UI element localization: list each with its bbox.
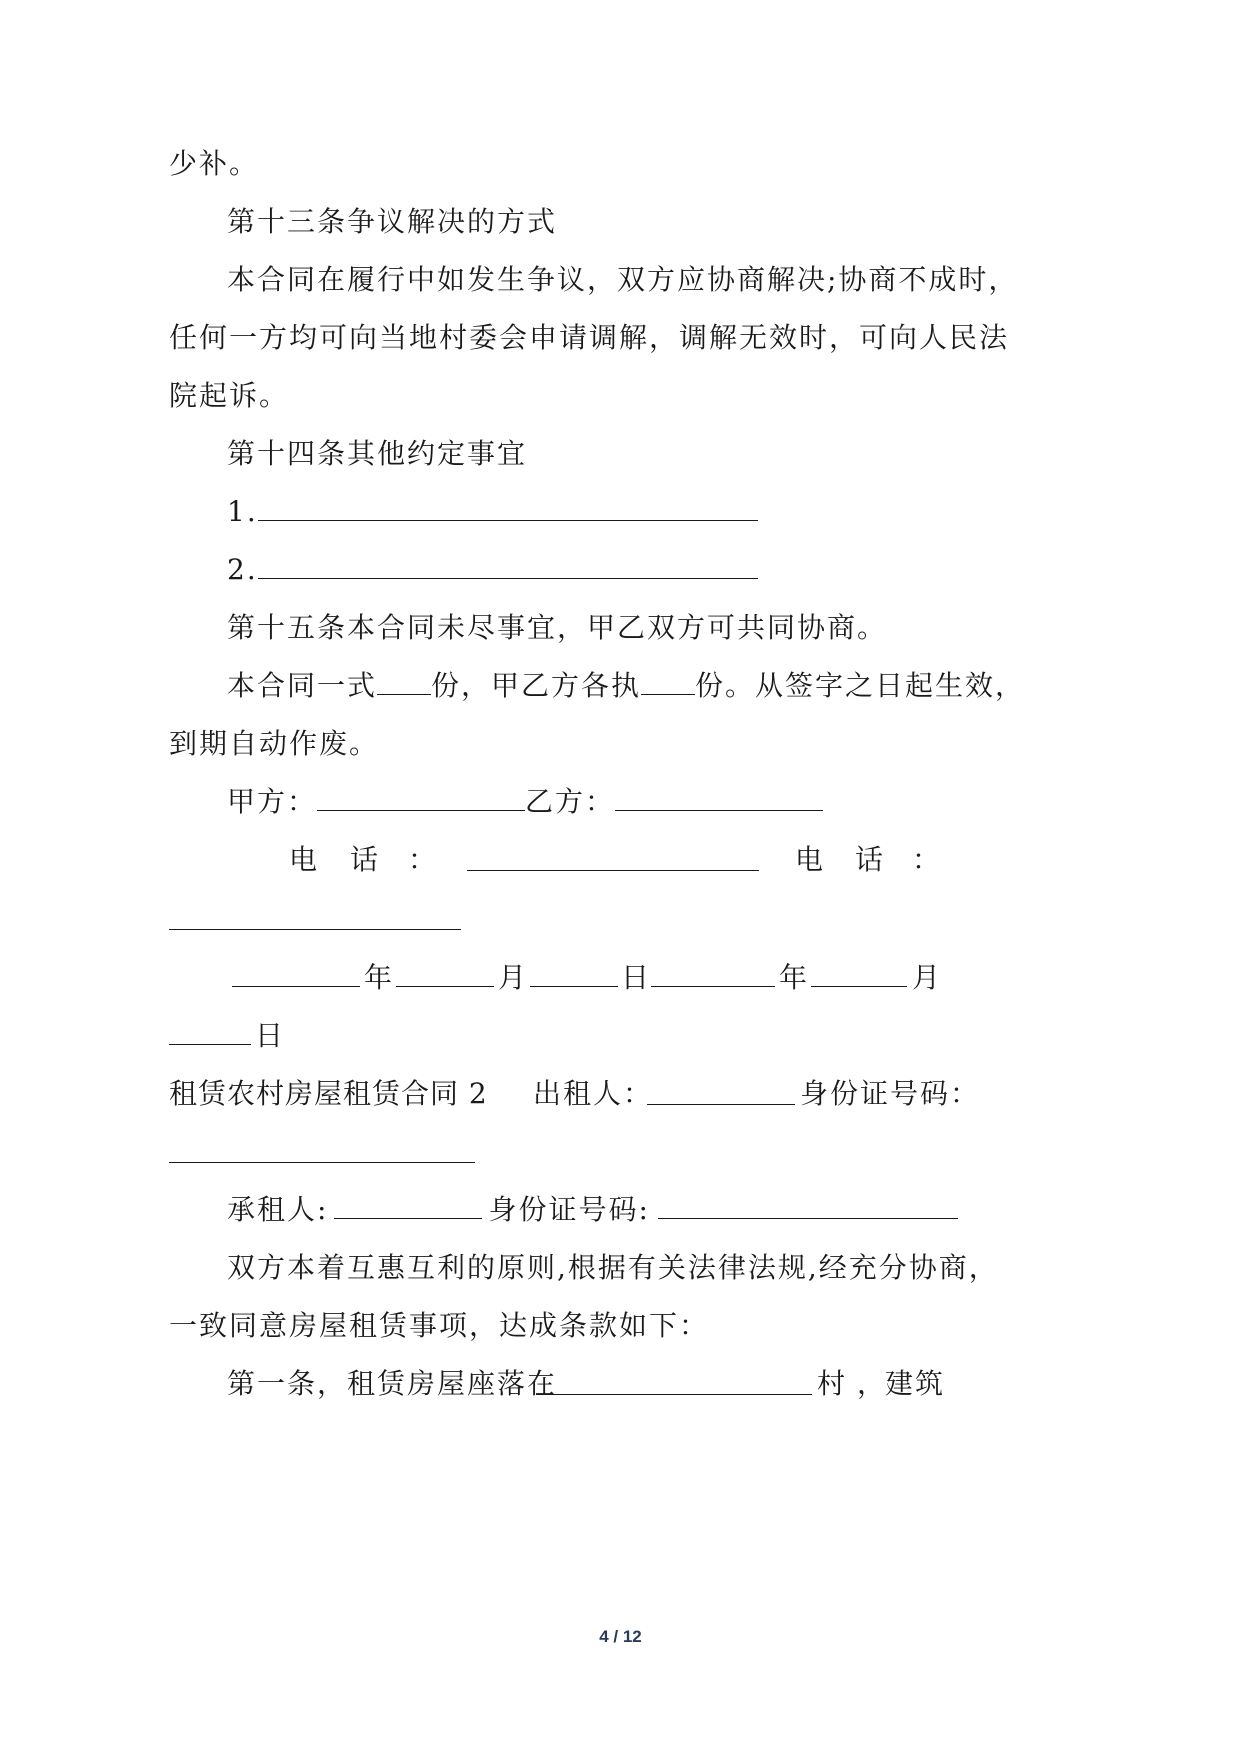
year-label: 年: [364, 961, 393, 994]
month-label: 月: [912, 961, 941, 994]
party-signature-line: [227, 784, 823, 820]
year-blank[interactable]: [232, 962, 360, 987]
year-label: 年: [779, 961, 808, 994]
article-13-heading: 第十三条争议解决的方式: [227, 205, 558, 238]
phone-colon: ：: [912, 843, 941, 876]
article-15-heading: 第十五条本合同未尽事宜，甲乙双方可共同协商。: [227, 611, 888, 644]
village-blank[interactable]: [536, 1370, 812, 1395]
day-blank[interactable]: [530, 962, 618, 987]
text-line: 到期自动作废。: [169, 727, 380, 760]
text-line: 任何一方均可向当地村委会申请调解，调解无效时，可向人民法: [169, 321, 1010, 354]
text-line: 一致同意房屋租赁事项，达成条款如下：: [169, 1309, 710, 1342]
phone-char: 话: [855, 843, 884, 876]
page-number: 4 / 12: [599, 1627, 642, 1646]
article-1-line: 第一条，租赁房屋座落在: [227, 1367, 558, 1400]
party-b-label: 乙方：: [525, 785, 616, 818]
text-line: 院起诉。: [169, 379, 290, 412]
copies-text: 份。从签字之日起生效，: [695, 669, 1026, 702]
lessor-name-blank[interactable]: [647, 1080, 795, 1105]
month-label: 月: [498, 961, 527, 994]
phone-colon: ：: [408, 843, 437, 876]
copies-text: 份，甲乙方各执: [431, 669, 642, 702]
party-a-blank[interactable]: [317, 786, 525, 811]
lessee-name-blank[interactable]: [334, 1194, 482, 1219]
village-label: 村: [817, 1367, 846, 1400]
fill-in-blank[interactable]: [641, 670, 695, 695]
day-label: 日: [255, 1019, 284, 1052]
party-b-blank[interactable]: [615, 786, 823, 811]
building-label: 建筑: [885, 1367, 946, 1400]
lessee-id-blank[interactable]: [658, 1194, 958, 1219]
phone-char: 电: [795, 843, 824, 876]
lessee-id-label: 身份证号码:: [488, 1193, 650, 1226]
other-terms-item-2: [227, 552, 758, 588]
party-a-label: 甲方：: [227, 785, 318, 818]
fill-in-blank[interactable]: [258, 496, 758, 521]
other-terms-item-1: [227, 494, 758, 530]
lessor-id-label: 身份证号码：: [800, 1077, 981, 1110]
phone-char: 电: [289, 843, 318, 876]
copies-text: 本合同一式: [227, 669, 378, 702]
lessor-label: 出租人：: [533, 1077, 654, 1110]
lessee-label: 承租人:: [227, 1193, 329, 1226]
year-blank[interactable]: [651, 962, 775, 987]
month-blank[interactable]: [811, 962, 907, 987]
text-line: 少补。: [169, 147, 260, 180]
comma: ，: [857, 1367, 886, 1400]
fill-in-blank[interactable]: [258, 554, 758, 579]
fill-in-blank[interactable]: [377, 670, 431, 695]
item-number: 2.: [227, 553, 258, 586]
article-14-heading: 第十四条其他约定事宜: [227, 437, 528, 470]
text-line: 双方本着互惠互利的原则,根据有关法律法规,经充分协商，: [227, 1251, 999, 1284]
month-blank[interactable]: [396, 962, 494, 987]
day-blank[interactable]: [169, 1020, 251, 1045]
item-number: 1.: [227, 495, 258, 528]
lessee-line: [227, 1192, 958, 1228]
copies-line: [227, 668, 1025, 704]
phone-b-blank[interactable]: [169, 905, 461, 930]
text-line: 本合同在履行中如发生争议，双方应协商解决;协商不成时，: [227, 263, 1019, 296]
day-label: 日: [621, 961, 650, 994]
lessor-id-blank[interactable]: [169, 1138, 475, 1163]
contract-2-title: 租赁农村房屋租赁合同 2: [169, 1077, 488, 1110]
phone-a-blank[interactable]: [467, 846, 759, 871]
phone-char: 话: [350, 843, 379, 876]
